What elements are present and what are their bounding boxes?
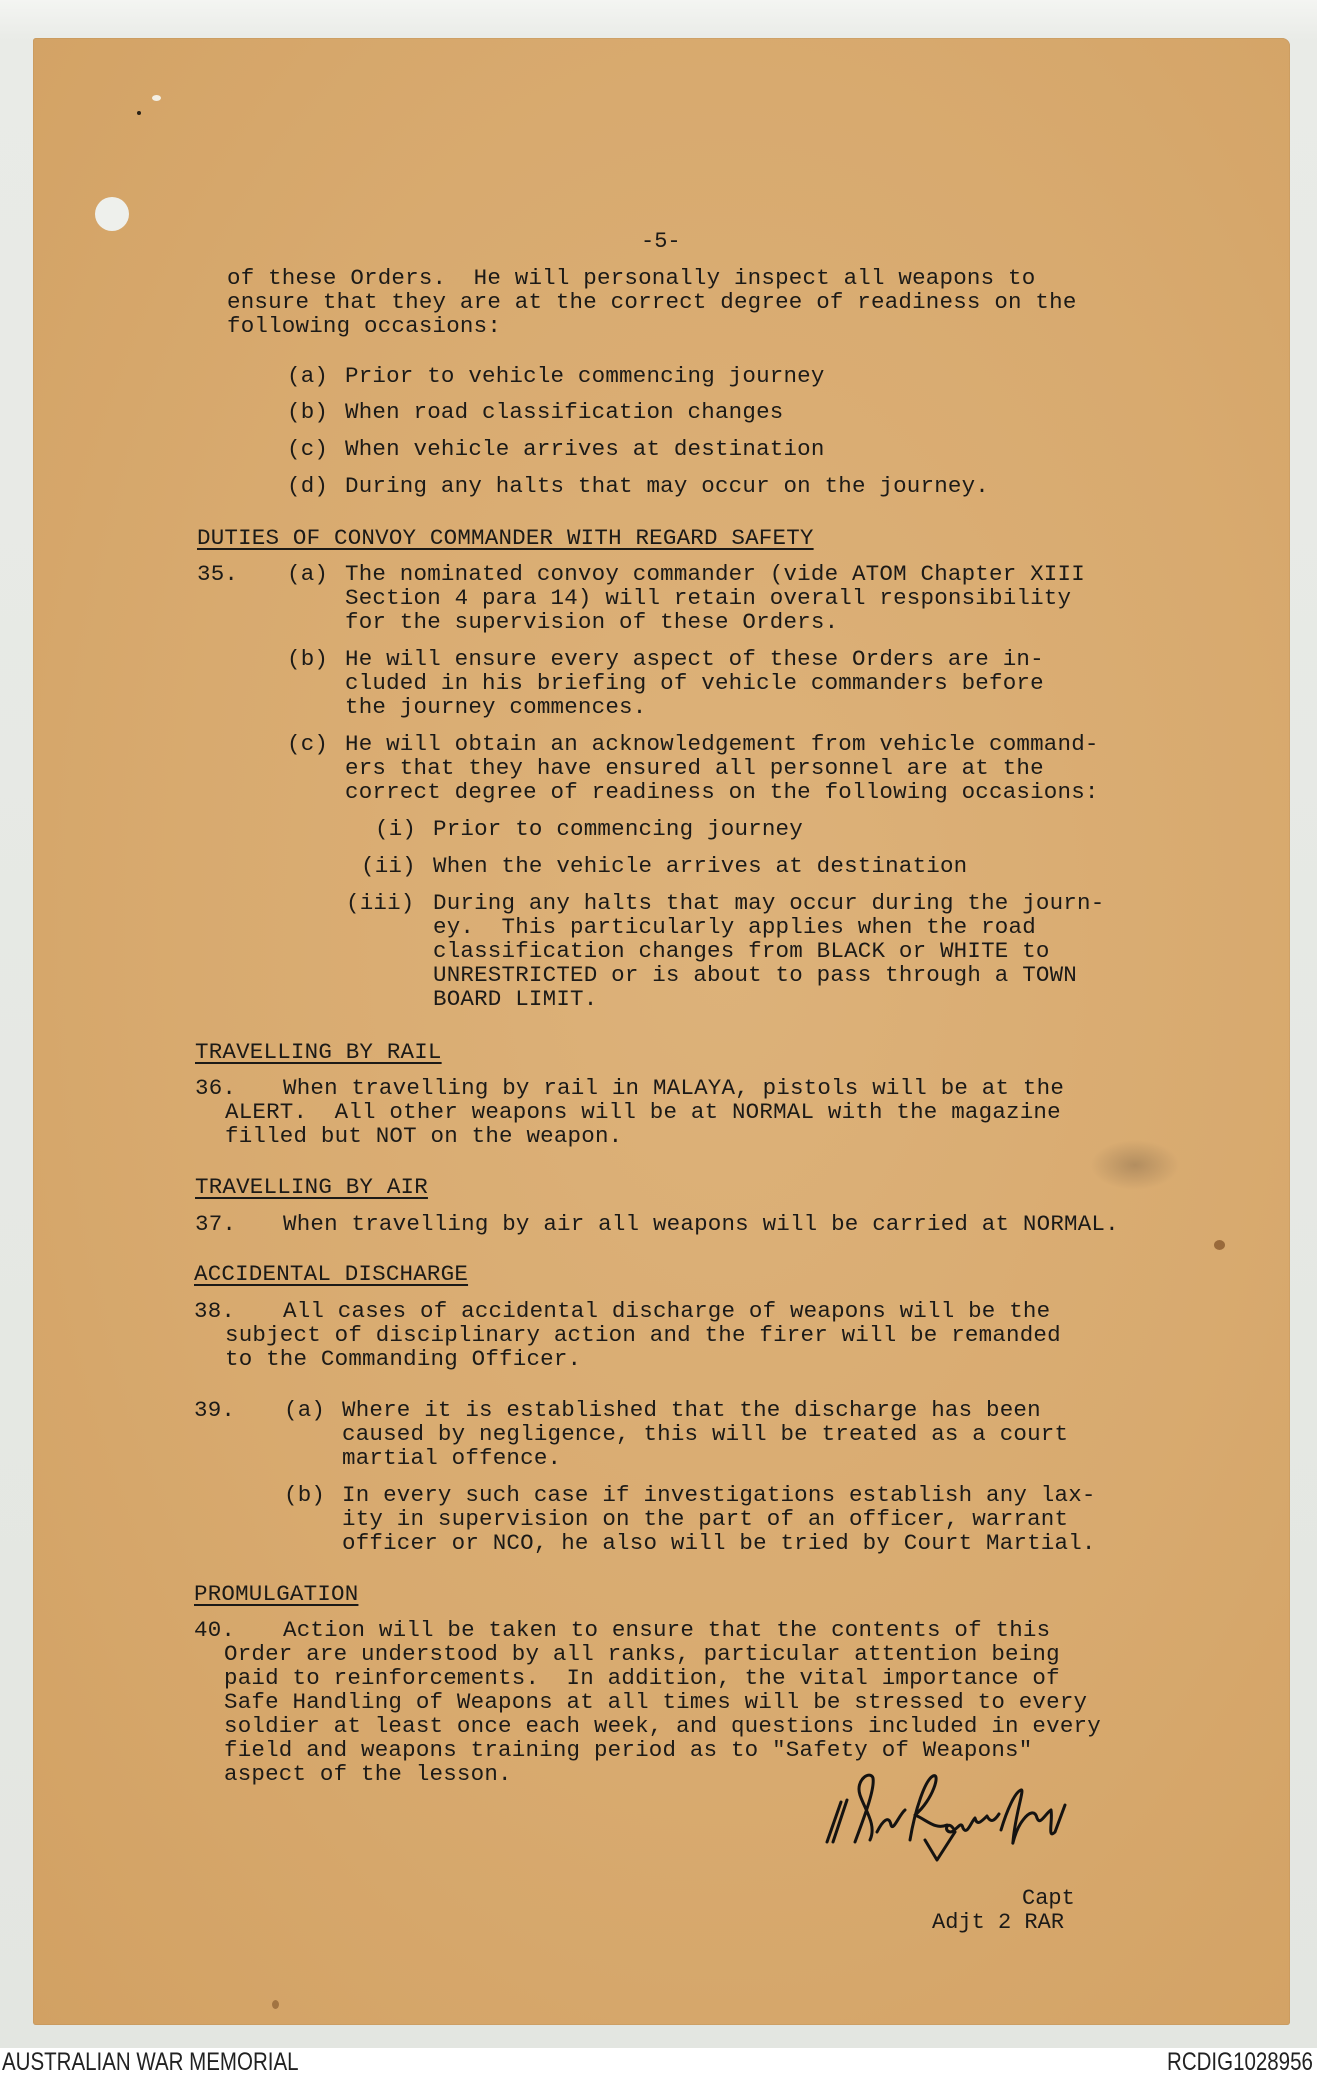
paragraph-line: filled but NOT on the weapon. xyxy=(225,1123,623,1149)
institution-credit: AUSTRALIAN WAR MEMORIAL xyxy=(2,2048,299,2076)
paragraph-line: correct degree of readiness on the following occasions: xyxy=(345,779,1099,805)
subitem-label: (a) xyxy=(287,561,329,587)
paragraph-line: In every such case if investigations establish any lax- xyxy=(342,1482,1096,1508)
list-item-label: (d) xyxy=(287,473,329,499)
punch-hole xyxy=(95,197,129,231)
paragraph-number: 39. xyxy=(194,1397,236,1423)
paragraph-line: aspect of the lesson. xyxy=(224,1761,512,1787)
paragraph-line: He will obtain an acknowledgement from vehicle command- xyxy=(345,731,1099,757)
intro-line: of these Orders. He will personally inspect all weapons to xyxy=(227,265,1036,291)
paragraph-line: cluded in his briefing of vehicle commanders before xyxy=(345,670,1044,696)
signature-stroke xyxy=(877,1810,905,1832)
paragraph-line: soldier at least once each week, and questions included in every xyxy=(224,1713,1101,1739)
subitem-label: (b) xyxy=(287,646,329,672)
paragraph-line: When travelling by air all weapons will be carried at NORMAL. xyxy=(283,1211,1119,1237)
subitem-label: (c) xyxy=(287,731,329,757)
paragraph-line: ity in supervision on the part of an officer, warrant xyxy=(342,1506,1069,1532)
section-heading-convoy: DUTIES OF CONVOY COMMANDER WITH REGARD SAFETY xyxy=(197,525,814,551)
fingerprint-smudge xyxy=(1090,1140,1180,1190)
paragraph-number: 36. xyxy=(195,1075,237,1101)
signatory-appointment: Adjt 2 RAR xyxy=(932,1910,1065,1935)
paragraph-line: Section 4 para 14) will retain overall responsibility xyxy=(345,585,1072,611)
signature-stroke xyxy=(925,1832,955,1860)
paragraph-line: All cases of accidental discharge of weapons will be the xyxy=(283,1298,1051,1324)
paragraph-line: ALERT. All other weapons will be at NORMAL with the magazine xyxy=(225,1099,1061,1125)
subitem-label: (a) xyxy=(284,1397,326,1423)
page-number: -5- xyxy=(641,229,681,254)
section-heading-rail: TRAVELLING BY RAIL xyxy=(195,1039,442,1065)
subsubitem-label: (i) xyxy=(375,816,417,842)
paragraph-line: the journey commences. xyxy=(345,694,647,720)
paragraph-line: Safe Handling of Weapons at all times will be stressed to every xyxy=(224,1689,1088,1715)
paper-stain xyxy=(152,95,161,101)
record-id: RCDIG1028956 xyxy=(1167,2048,1313,2076)
subsubitem-label: (ii) xyxy=(361,853,416,879)
paragraph-line: paid to reinforcements. In addition, the vital importance of xyxy=(224,1665,1060,1691)
intro-line: following occasions: xyxy=(227,313,502,339)
signature-stroke xyxy=(855,1775,873,1842)
handwritten-signature xyxy=(815,1770,1095,1880)
paragraph-line: officer or NCO, he also will be tried by Court Martial. xyxy=(342,1530,1096,1556)
section-heading-promulgation: PROMULGATION xyxy=(194,1581,359,1607)
signature-stroke xyxy=(910,1776,947,1840)
paragraph-number: 37. xyxy=(195,1211,237,1237)
paragraph-number: 35. xyxy=(197,561,239,587)
paragraph-line: for the supervision of these Orders. xyxy=(345,609,839,635)
list-item-text: When vehicle arrives at destination xyxy=(345,436,825,462)
paper-stain xyxy=(272,2000,279,2009)
paragraph-number: 38. xyxy=(194,1298,236,1324)
paragraph-line: ey. This particularly applies when the road xyxy=(433,914,1036,940)
paragraph-line: During any halts that may occur during the journ- xyxy=(433,890,1105,916)
paragraph-line: When the vehicle arrives at destination xyxy=(433,853,968,879)
intro-line: ensure that they are at the correct degree of readiness on the xyxy=(227,289,1077,315)
paragraph-line: UNRESTRICTED or is about to pass through a TOWN xyxy=(433,962,1078,988)
signatory-rank: Capt xyxy=(1022,1886,1075,1911)
subsubitem-label: (iii) xyxy=(346,890,415,916)
paper-stain xyxy=(137,111,141,115)
list-item-label: (b) xyxy=(287,399,329,425)
paper-stain xyxy=(1214,1240,1225,1250)
paragraph-line: Where it is established that the discharge has been xyxy=(342,1397,1041,1423)
section-heading-discharge: ACCIDENTAL DISCHARGE xyxy=(194,1261,469,1287)
paragraph-line: subject of disciplinary action and the firer will be remanded xyxy=(225,1322,1061,1348)
list-item-label: (c) xyxy=(287,436,329,462)
paragraph-number: 40. xyxy=(194,1617,236,1643)
paragraph-line: field and weapons training period as to "Safety of Weapons" xyxy=(224,1737,1033,1763)
signature-stroke xyxy=(1001,1790,1065,1843)
section-heading-air: TRAVELLING BY AIR xyxy=(195,1174,428,1200)
list-item-text: During any halts that may occur on the journey. xyxy=(345,473,990,499)
list-item-label: (a) xyxy=(287,363,329,389)
paragraph-line: classification changes from BLACK or WHITE to xyxy=(433,938,1050,964)
paragraph-line: When travelling by rail in MALAYA, pistols will be at the xyxy=(283,1075,1065,1101)
paragraph-line: Action will be taken to ensure that the contents of this xyxy=(283,1617,1051,1643)
paragraph-line: martial offence. xyxy=(342,1445,562,1471)
paragraph-line: caused by negligence, this will be treated as a court xyxy=(342,1421,1069,1447)
subitem-label: (b) xyxy=(284,1482,326,1508)
signature-stroke xyxy=(947,1814,999,1832)
paragraph-line: BOARD LIMIT. xyxy=(433,986,598,1012)
list-item-text: When road classification changes xyxy=(345,399,784,425)
paragraph-line: ers that they have ensured all personnel are at the xyxy=(345,755,1044,781)
paragraph-line: He will ensure every aspect of these Orders are in- xyxy=(345,646,1044,672)
paragraph-line: Prior to commencing journey xyxy=(433,816,803,842)
paragraph-line: to the Commanding Officer. xyxy=(225,1346,582,1372)
paragraph-line: The nominated convoy commander (vide ATOM Chapter XIII xyxy=(345,561,1085,587)
list-item-text: Prior to vehicle commencing journey xyxy=(345,363,825,389)
paragraph-line: Order are understood by all ranks, particular attention being xyxy=(224,1641,1060,1667)
